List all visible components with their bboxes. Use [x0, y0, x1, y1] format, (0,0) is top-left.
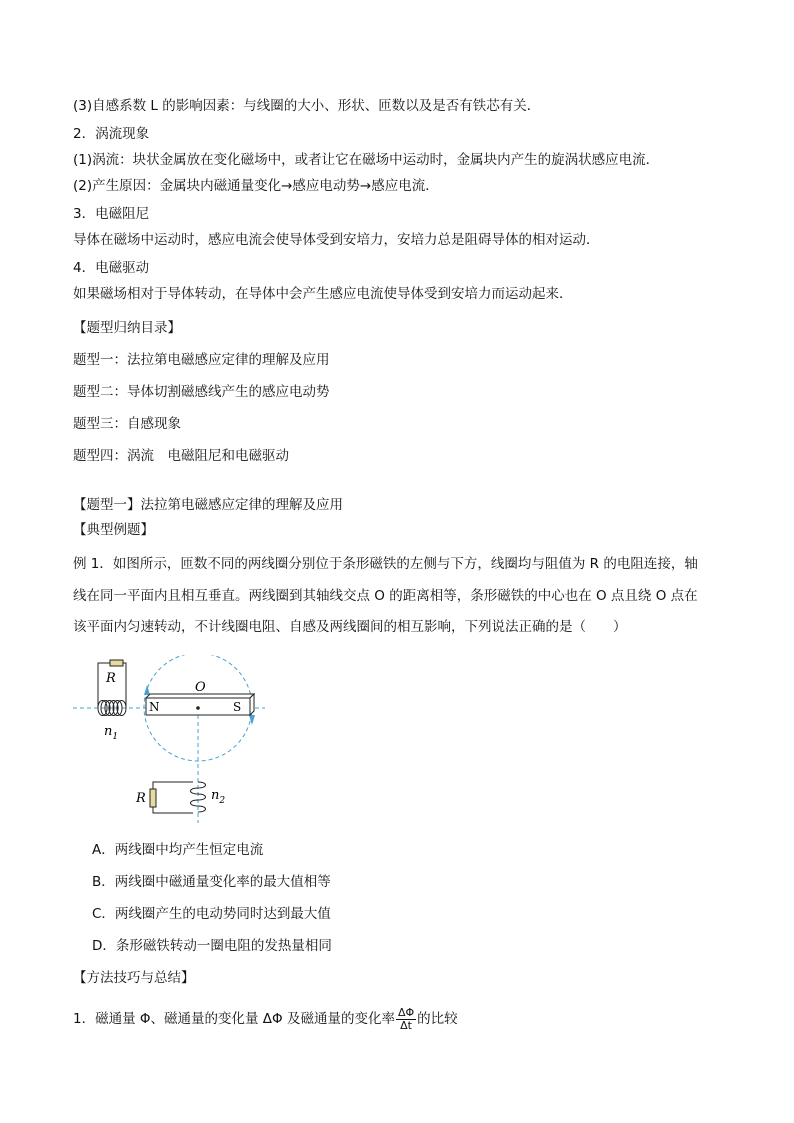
example-line: 该平面内匀速转动，不计线圈电阻、自感及两线圈间的相互影响，下列说法正确的是（ ） [73, 619, 627, 635]
catalog-item: 题型二：导体切割磁感线产生的感应电动势 [73, 384, 330, 400]
method-heading: 【方法技巧与总结】 [73, 970, 195, 986]
text-line: (1)涡流：块状金属放在变化磁场中，或者让它在磁场中运动时，金属块内产生的旋涡状感应电流． [73, 152, 660, 168]
section-title: 【题型一】法拉第电磁感应定律的理解及应用 [73, 497, 343, 513]
method-line-suffix: 的比较 [417, 1011, 458, 1027]
fraction-denominator: Δt [400, 1018, 412, 1032]
subheading: 2．涡流现象 [73, 126, 150, 142]
axis-lines [73, 708, 265, 823]
option-d: D．条形磁铁转动一圈电阻的发热量相同 [92, 938, 332, 954]
label-r-bottom: R [136, 791, 146, 806]
text-line: 如果磁场相对于导体转动，在导体中会产生感应电流使导体受到安培力而运动起来． [73, 286, 573, 302]
flux-rate-fraction [396, 1007, 416, 1032]
examples-heading: 【典型例题】 [73, 522, 154, 538]
example-line: 线在同一平面内且相互垂直。两线圈到其轴线交点 O 的距离相等，条形磁铁的中心也在 O 点且绕 O 点在 [73, 588, 698, 604]
label-o: O [195, 680, 206, 695]
catalog-item: 题型三：自感现象 [73, 416, 181, 432]
option-c: C．两线圈产生的电动势同时达到最大值 [92, 906, 331, 922]
subheading: 3．电磁阻尼 [73, 206, 150, 222]
subheading: 4．电磁驱动 [73, 260, 150, 276]
bar-magnet [146, 694, 254, 715]
rotation-arrow-top [144, 685, 150, 695]
label-r-top: R [106, 671, 116, 686]
coil-2 [150, 782, 206, 813]
magnet-coils-figure [70, 655, 270, 825]
label-n2: $n_2$ [211, 788, 226, 806]
text-line: (3)自感系数 L 的影响因素：与线圈的大小、形状、匝数以及是否有铁芯有关． [73, 98, 541, 114]
label-n1: $n_1$ [104, 724, 119, 742]
text-line: 导体在磁场中运动时，感应电流会使导体受到安培力，安培力总是阻碍导体的相对运动． [73, 232, 600, 248]
method-line-prefix: 1．磁通量 Φ、磁通量的变化量 ΔΦ 及磁通量的变化率 [73, 1011, 395, 1027]
option-b: B．两线圈中磁通量变化率的最大值相等 [92, 874, 331, 890]
catalog-item: 题型一：法拉第电磁感应定律的理解及应用 [73, 352, 330, 368]
option-a: A．两线圈中均产生恒定电流 [92, 842, 264, 858]
text-line: (2)产生原因：金属块内磁通量变化→感应电动势→感应电流． [73, 178, 439, 194]
catalog-item: 题型四：涡流 电磁阻尼和电磁驱动 [73, 448, 289, 464]
label-s-pole: S [233, 700, 242, 714]
method-line [73, 1002, 458, 1036]
coil-1 [98, 660, 126, 716]
example-line: 例 1．如图所示，匝数不同的两线圈分别位于条形磁铁的左侧与下方，线圈均与阻值为 R 的电阻连接，轴 [73, 556, 698, 572]
fraction-numerator: ΔΦ [397, 1005, 415, 1019]
label-n-pole: N [149, 700, 160, 714]
center-dot [196, 706, 200, 710]
catalog-heading: 【题型归纳目录】 [73, 320, 181, 336]
